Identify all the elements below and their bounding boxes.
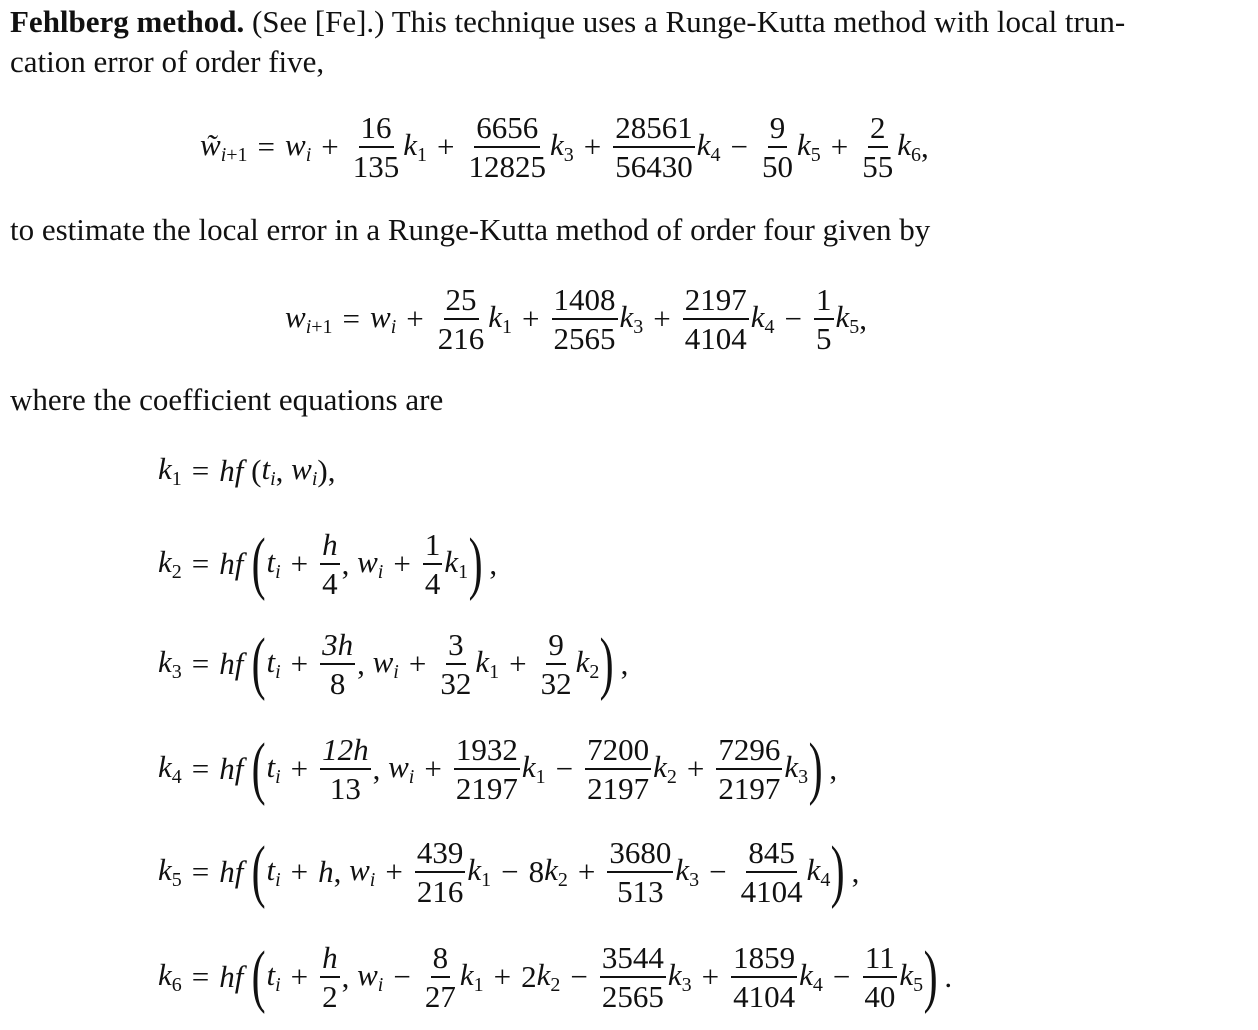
order-five-equation: $w̃i_{+1}$ = wi + $\frac{16}{135}$ $k_1$ + $\frac{6656}{12825}$ $k_3$ + $\frac{28561}{56430}$ $k_4$ − $\frac{9}{50}$ $k_5$ + $\frac{2}{55}$ $k_6$ ,: [200, 110, 929, 184]
order-four-equation: $wi_{+1}$ = wi + $\frac{25}{216}$ $k_1$ + $\frac{1408}{2565}$ $k_3$ + $\frac{2197}{4104}$ $k_4$ − $\frac{1}{5}$ $k_5$ ,: [285, 282, 868, 356]
mid-text: to estimate the local error in a Runge-Kutta method of order four given by: [10, 212, 931, 247]
intro-text-1: (See [Fe].) This technique uses a Runge-Kutta method with local trun-: [244, 4, 1126, 39]
k6-equation: $k_6$ = hf ( ti + $\frac{h}{2}$ , wi − $\frac{8}{27}$ $k_1$ + 2 $k_2$ − $\frac{3544}{2565}$ $k_3$ + $\frac{1859}{4104}$ $k_4$ − $\frac{11}{40}$ $k_5$ ) .: [158, 938, 953, 1015]
k1-equation: $k_1$ = hf ( ti , wi ),: [158, 451, 336, 490]
k2-equation: $k_2$ = hf ( ti + $\frac{h}{4}$ , wi + $\frac{1}{4}$ $k_1$ ) ,: [158, 525, 498, 602]
k5-equation: $k_5$ = hf ( ti + h , wi + $\frac{439}{216}$ $k_1$ − 8 $k_2$ + $\frac{3680}{513}$ $k_3$ − $\frac{845}{4104}$ $k_4$ ) ,: [158, 833, 860, 910]
intro-text-2: cation error of order five,: [10, 44, 325, 79]
coefficient-text: where the coefficient equations are: [10, 382, 444, 417]
k3-equation: $k_3$ = hf ( ti + $\frac{3h}{8}$ , wi + $\frac{3}{32}$ $k_1$ + $\frac{9}{32}$ $k_2$ ) ,: [158, 625, 629, 702]
method-heading: Fehlberg method.: [10, 4, 245, 39]
intro-paragraph: [10, 2, 1125, 82]
k4-equation: $k_4$ = hf ( ti + $\frac{12h}{13}$ , wi + $\frac{1932}{2197}$ $k_1$ − $\frac{7200}{2197}$ $k_2$ + $\frac{7296}{2197}$ $k_3$ ) ,: [158, 730, 838, 807]
